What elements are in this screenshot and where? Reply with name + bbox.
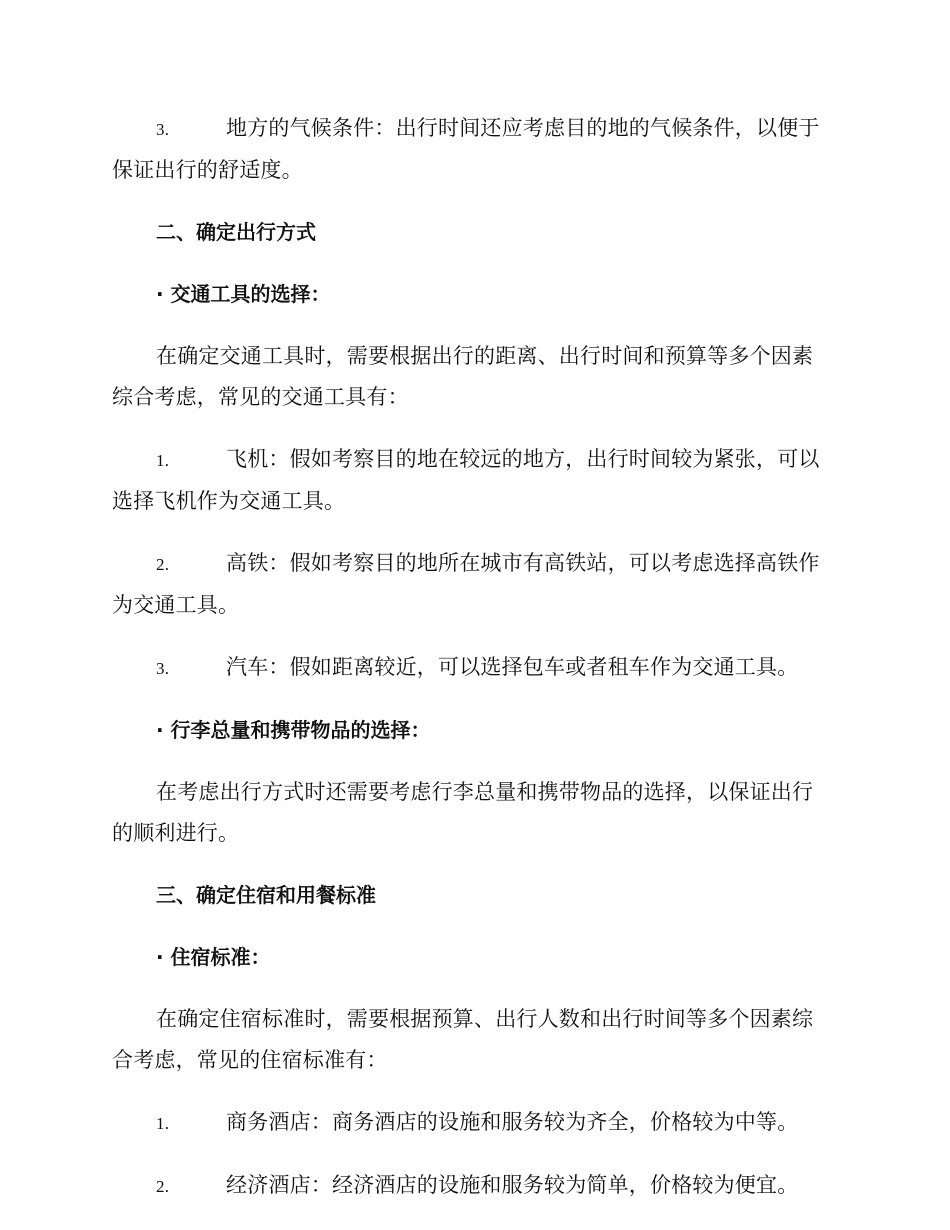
list-number: 2.	[156, 555, 170, 574]
section-heading-lodging-dining: 三、确定住宿和用餐标准	[156, 883, 376, 907]
list-item-plane	[112, 439, 836, 522]
list-item-budget-hotel	[112, 1165, 836, 1207]
list-item-car	[112, 647, 836, 689]
subheading-transport-choice: · 交通工具的选择：	[156, 282, 331, 306]
paragraph-luggage: 在考虑出行方式时还需要考虑行李总量和携带物品的选择，以保证出行 的顺利进行。	[112, 780, 814, 845]
paragraph-lodging-intro: 在确定住宿标准时，需要根据预算、出行人数和出行时间等多个因素综 合考虑，常见的住宿标准有：	[112, 1007, 814, 1072]
subheading-lodging-standard: · 住宿标准：	[156, 945, 271, 969]
list-item-climate	[112, 108, 836, 191]
list-item-text: 商务酒店：商务酒店的设施和服务较为齐全，价格较为中等。	[226, 1110, 799, 1134]
list-item-text: 地方的气候条件：出行时间还应考虑目的地的气候条件，以便于	[226, 116, 820, 140]
list-item-high-speed-rail	[112, 543, 836, 626]
list-item-text: 高铁：假如考察目的地所在城市有高铁站，可以考虑选择高铁作	[226, 551, 820, 575]
list-item-text: 飞机：假如考察目的地在较远的地方，出行时间较为紧张，可以	[226, 447, 820, 471]
list-number: 3.	[156, 659, 170, 678]
list-item-text-continued: 为交通工具。	[112, 593, 240, 617]
list-number: 1.	[156, 1114, 170, 1133]
list-item-text-continued: 选择飞机作为交通工具。	[112, 489, 346, 513]
subheading-luggage: · 行李总量和携带物品的选择：	[156, 718, 431, 742]
list-item-business-hotel	[112, 1102, 836, 1144]
list-item-text: 汽车：假如距离较近，可以选择包车或者租车作为交通工具。	[226, 655, 799, 679]
list-number: 1.	[156, 451, 170, 470]
list-item-text: 经济酒店：经济酒店的设施和服务较为简单，价格较为便宜。	[226, 1173, 799, 1197]
document-body	[112, 108, 836, 1228]
list-number: 3.	[156, 120, 170, 139]
list-number: 2.	[156, 1177, 170, 1196]
list-item-text-continued: 保证出行的舒适度。	[112, 158, 303, 182]
paragraph-transport-intro: 在确定交通工具时，需要根据出行的距离、出行时间和预算等多个因素 综合考虑，常见的交通工具有：	[112, 344, 814, 409]
section-heading-travel-mode: 二、确定出行方式	[156, 220, 316, 244]
